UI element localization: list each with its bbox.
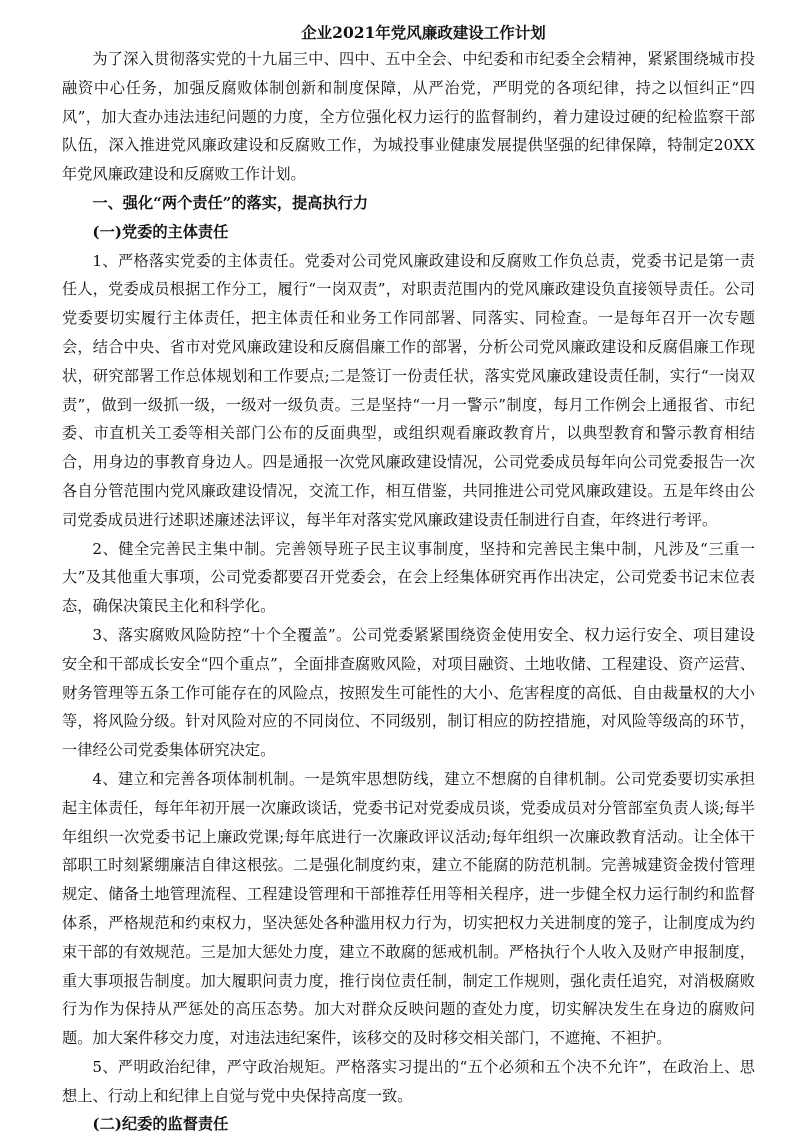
subsection-heading-2: (二)纪委的监督责任: [92, 1115, 229, 1134]
item-paragraph-2: 2、健全完善民主集中制。完善领导班子民主议事制度，坚持和完善民主集中制，凡涉及“三重一大”及其他重大事项，公司党委都要召开党委会，在会上经集体研究再作出决定，公司党委书记末位表态，确保决策民主化和科学化。: [62, 539, 755, 616]
section-heading-1: 一、强化“两个责任”的落实，提高执行力: [92, 193, 369, 212]
intro-paragraph: 为了深入贯彻落实党的十九届三中、四中、五中全会、中纪委和市纪委全会精神，紧紧围绕城市投融资中心任务，加强反腐败体制创新和制度保障，从严治党，严明党的各项纪律，持之以恒纠正“四风”，加大查办违法违纪问题的力度，全方位强化权力运行的监督制约，着力建设过硬的纪检监察干部队伍，深入推进党风廉政建设和反腐败工作，为城投事业健康发展提供坚强的纪律保障，特制定20XX年党风廉政建设和反腐败工作计划。: [62, 50, 755, 184]
item-paragraph-3: 3、落实腐败风险防控“十个全覆盖”。公司党委紧紧围绕资金使用安全、权力运行安全、项目建设安全和干部成长安全“四个重点”，全面排查腐败风险，对项目融资、土地收储、工程建设、资产运营、财务管理等五条工作可能存在的风险点，按照发生可能性的大小、危害程度的高低、自由裁量权的大小等，将风险分级。针对风险对应的不同岗位、不同级别，制订相应的防控措施，对风险等级高的环节，一律经公司党委集体研究决定。: [62, 625, 755, 760]
document-title: 企业2021年党风廉政建设工作计划: [301, 23, 546, 42]
item-paragraph-5: 5、严明政治纪律，严守政治规矩。严格落实习提出的“五个必须和五个决不允许”，在政治上、思想上、行动上和纪律上自觉与党中央保持高度一致。: [62, 1057, 755, 1105]
subsection-heading-1: (一)党委的主体责任: [92, 222, 229, 241]
item-paragraph-1: 1、严格落实党委的主体责任。党委对公司党风廉政建设和反腐败工作负总责，党委书记是第一责任人，党委成员根据工作分工，履行“一岗双责”，对职责范围内的党风廉政建设负直接领导责任。公司党委要切实履行主体责任，把主体责任和业务工作同部署、同落实、同检查。一是每年召开一次专题会，结合中央、省市对党风廉政建设和反腐倡廉工作的部署，分析公司党风廉政建设和反腐倡廉工作现状，研究部署工作总体规划和工作要点;二是签订一份责任状，落实党风廉政建设责任制，实行“一岗双责”，做到一级抓一级，一级对一级负责。三是坚持“一月一警示”制度，每月工作例会上通报省、市纪委、市直机关工委等相关部门公布的反面典型，或组织观看廉政教育片，以典型教育和警示教育相结合，用身边的事教育身边人。四是通报一次党风廉政建设情况，公司党委成员每年向公司党委报告一次各自分管范围内党风廉政建设情况，交流工作，相互借鉴，共同推进公司党风廉政建设。五是年终由公司党委成员进行述职述廉述法评议，每半年对落实党风廉政建设责任制进行自查，年终进行考评。: [62, 251, 755, 529]
item-paragraph-4: 4、建立和完善各项体制机制。一是筑牢思想防线，建立不想腐的自律机制。公司党委要切实承担起主体责任，每年年初开展一次廉政谈话，党委书记对党委成员谈，党委成员对分管部室负责人谈;每半年组织一次党委书记上廉政党课;每年底进行一次廉政评议活动;每年组织一次廉政教育活动。让全体干部职工时刻紧绷廉洁自律这根弦。二是强化制度约束，建立不能腐的防范机制。完善城建资金拨付管理规定、储备土地管理流程、工程建设管理和干部推荐任用等相关程序，进一步健全权力运行制约和监督体系，严格规范和约束权力，坚决惩处各种滥用权力行为，切实把权力关进制度的笼子，让制度成为约束干部的有效规范。三是加大惩处力度，建立不敢腐的惩戒机制。严格执行个人收入及财产申报制度，重大事项报告制度。加大履职问责力度，推行岗位责任制，制定工作规则，强化责任追究，对消极腐败行为作为保持从严惩处的高压态势。加大对群众反映问题的查处力度，切实解决发生在身边的腐败问题。加大案件移交力度，对违法违纪案件，该移交的及时移交相关部门，不遮掩、不袒护。: [62, 769, 755, 1048]
